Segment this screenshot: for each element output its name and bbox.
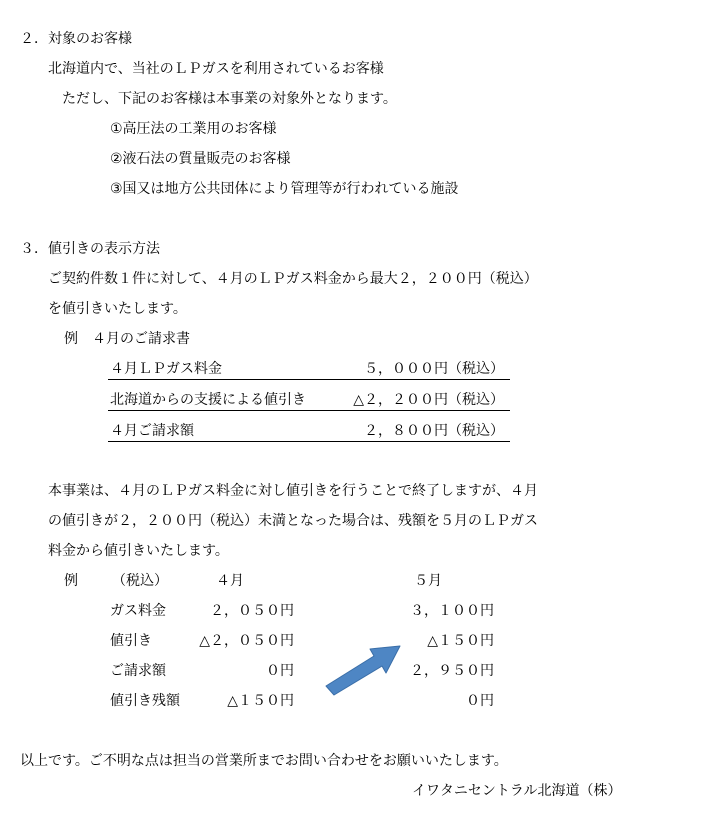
section2-heading: ２．対象のお客様 [20, 31, 132, 47]
invoice-row-amount: ５，０００円（税込） [364, 361, 504, 377]
section3-discount-text: ご契約件数１件に対して、４月のＬＰガス料金から最大２，２００円（税込） [48, 271, 538, 287]
invoice-row-underline [108, 441, 510, 442]
invoice-example-label: 例 ４月のご請求書 [64, 331, 190, 347]
invoice-row-underline [108, 379, 510, 380]
section2-exclusion-text: ただし、下記のお客様は本事業の対象外となります。 [62, 91, 397, 107]
example-row-label: ご請求額 [110, 663, 166, 679]
example-row-april: △１５０円 [227, 693, 294, 709]
example-row-april: △２，０５０円 [199, 633, 294, 649]
invoice-row-label: ４月ＬＰガス料金 [110, 361, 222, 377]
company-name: イワタニセントラル北海道（株） [412, 783, 622, 799]
example-row-may: △１５０円 [427, 633, 494, 649]
exclusion-item: ③国又は地方公共団体により管理等が行われている施設 [110, 181, 459, 197]
carryover-paragraph-line: の値引きが２，２００円（税込）未満となった場合は、残額を５月のＬＰガス [48, 513, 538, 529]
example-row-may: ２，９５０円 [410, 663, 494, 679]
arrow-up-right-icon [322, 640, 402, 696]
example-row-label: ガス料金 [110, 603, 166, 619]
column-header-may: ５月 [414, 573, 442, 589]
section3-discount-text-cont: を値引きいたします。 [48, 301, 187, 317]
column-header-april: ４月 [216, 573, 244, 589]
section3-heading: ３．値引きの表示方法 [20, 241, 160, 257]
closing-message: 以上です。ご不明な点は担当の営業所までお問い合わせをお願いいたします。 [20, 753, 508, 769]
carryover-paragraph-line: 本事業は、４月のＬＰガス料金に対し値引きを行うことで終了しますが、４月 [48, 483, 538, 499]
example-row-april: ０円 [266, 663, 294, 679]
section2-target-text: 北海道内で、当社のＬＰガスを利用されているお客様 [48, 61, 384, 77]
invoice-row-label: 北海道からの支援による値引き [110, 392, 306, 408]
invoice-row-amount: ２，８００円（税込） [364, 423, 504, 439]
example-row-april: ２，０５０円 [210, 603, 294, 619]
invoice-row-label: ４月ご請求額 [110, 423, 194, 439]
example-row-label: 値引き [110, 633, 152, 649]
example-row-may: ０円 [466, 693, 494, 709]
example-row-label: 値引き残額 [110, 693, 180, 709]
example-row-may: ３，１００円 [410, 603, 494, 619]
carryover-paragraph-line: 料金から値引きいたします。 [48, 543, 229, 559]
invoice-row-underline [108, 410, 510, 411]
exclusion-item: ①高圧法の工業用のお客様 [110, 121, 277, 137]
example-label: 例 [64, 573, 78, 589]
tax-note: （税込） [112, 573, 168, 589]
exclusion-item: ②液石法の質量販売のお客様 [110, 151, 291, 167]
invoice-row-amount: △２，２００円（税込） [353, 392, 504, 408]
